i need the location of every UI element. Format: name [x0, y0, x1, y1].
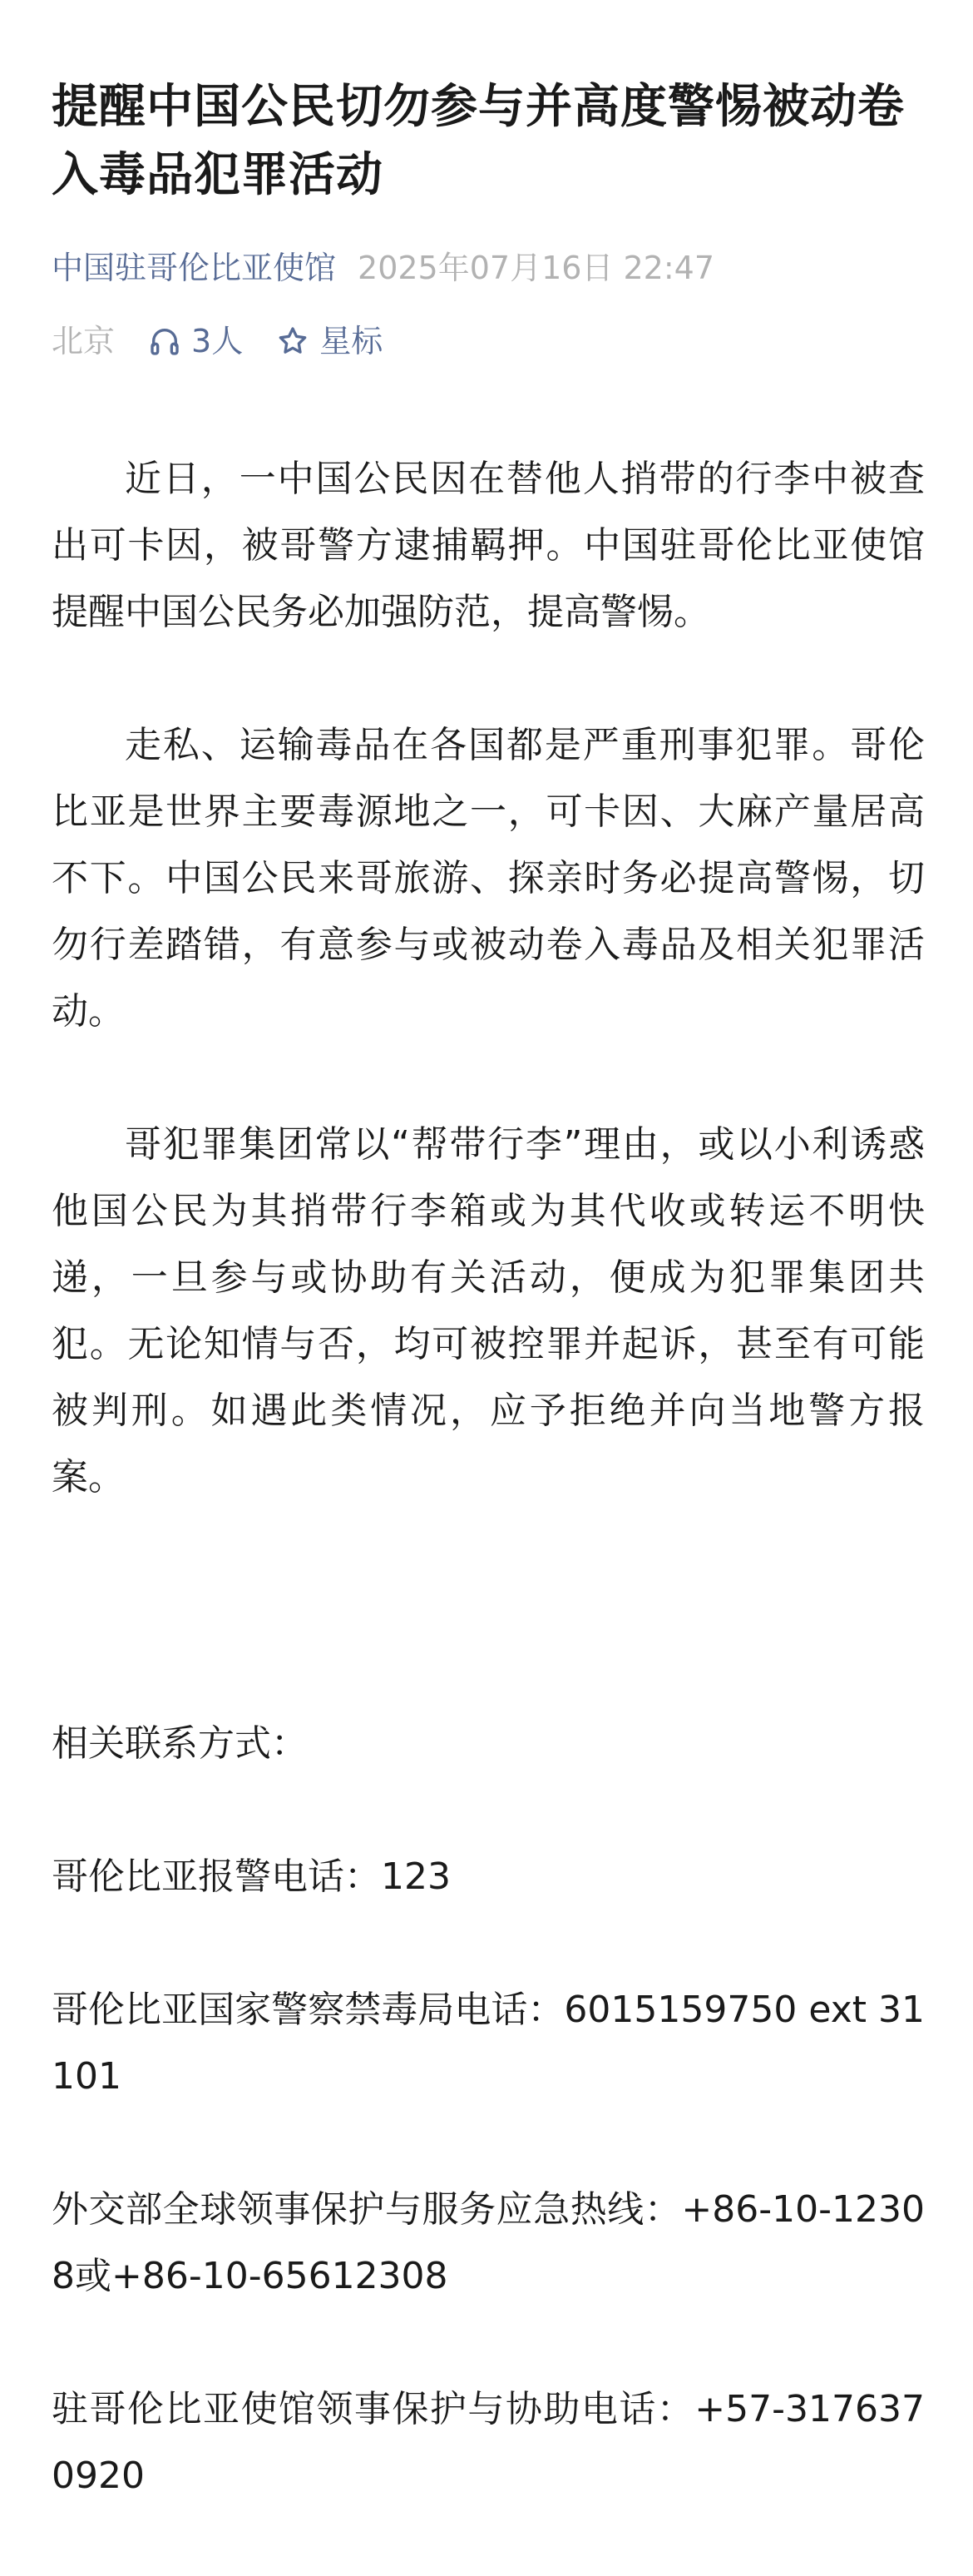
location-label: 北京	[52, 323, 116, 359]
paragraph: 走私、运输毒品在各国都是严重刑事犯罪。哥伦比亚是世界主要毒源地之一，可卡因、大麻产量居高不下。中国公民来哥旅游、探亲时务必提高警惕，切勿行差踏错，有意参与或被动卷入毒品及相关犯罪活动。	[52, 724, 925, 1033]
publish-time: 2025年07月16日 22:47	[358, 250, 715, 286]
contact-item: 哥伦比亚报警电话：123	[52, 1855, 451, 1898]
headphones-icon	[148, 324, 181, 358]
contacts-heading: 相关联系方式：	[52, 1722, 308, 1765]
listen-count: 3人	[191, 323, 244, 359]
listen-button[interactable]	[148, 316, 243, 366]
contact-item: 驻哥伦比亚使馆领事保护与协助电话：+57-3176370920	[52, 2388, 925, 2497]
meta-row	[52, 243, 925, 293]
contact-item: 哥伦比亚国家警察禁毒局电话：6015159750 ext 31101	[52, 1989, 925, 2098]
paragraph: 哥犯罪集团常以“帮带行李”理由，或以小利诱惑他国公民为其捎带行李箱或为其代收或转运不明快递，一旦参与或协助有关活动，便成为犯罪集团共犯。无论知情与否，均可被控罪并起诉，甚至有可能被判刑。如遇此类情况，应予拒绝并向当地警方报案。	[52, 1123, 925, 1499]
star-outline-icon	[276, 324, 309, 358]
account-name-link[interactable]: 中国驻哥伦比亚使馆	[52, 250, 337, 286]
meta-row-secondary	[52, 316, 925, 366]
article	[52, 73, 925, 2576]
star-button[interactable]	[276, 316, 383, 366]
star-label: 星标	[319, 323, 383, 359]
contact-item: 外交部全球领事保护与服务应急热线：+86-10-12308或+86-10-65612308	[52, 2188, 925, 2297]
article-content	[52, 446, 925, 2509]
article-title: 提醒中国公民切勿参与并高度警惕被动卷入毒品犯罪活动	[52, 80, 905, 202]
paragraph: 近日，一中国公民因在替他人捎带的行李中被查出可卡因，被哥警方逮捕羁押。中国驻哥伦比亚使馆提醒中国公民务必加强防范，提高警惕。	[52, 458, 925, 633]
